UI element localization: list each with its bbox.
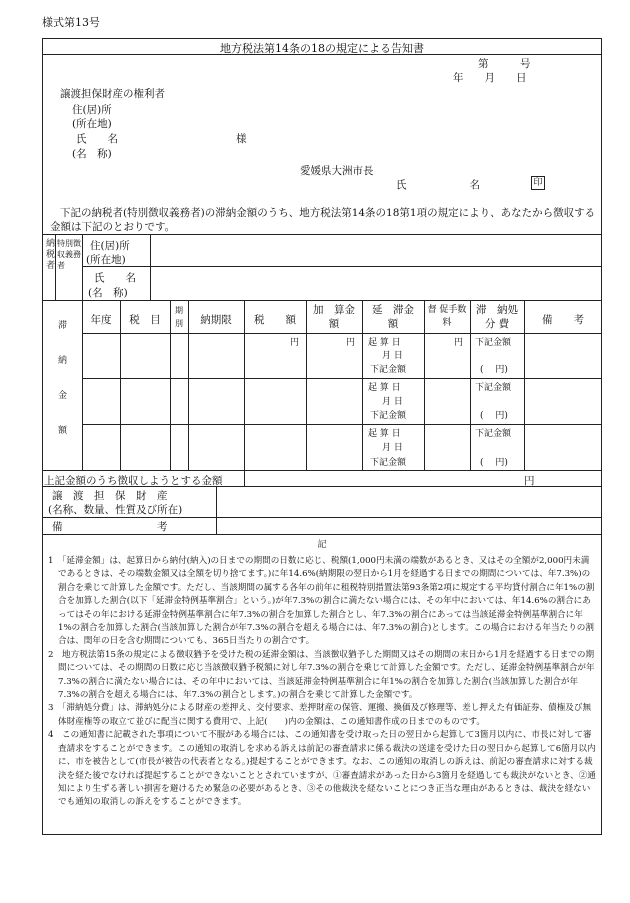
document-date: 年 月 日: [453, 72, 527, 84]
notes-section: [48, 555, 596, 810]
recipient-address-label: 住(居)所: [72, 104, 112, 116]
property-label: 譲 渡 担 保 財 産: [52, 490, 168, 502]
start-date-month-day: 月 日: [382, 351, 403, 361]
amount-below-label: 下記金額: [475, 338, 512, 348]
recipient-name-label: 氏 名: [76, 133, 118, 145]
amount-below-label: 下記金額: [370, 458, 407, 468]
property-label-detail: (名称、数量、性質及び所在): [48, 504, 183, 516]
col-fiscal-year: 年度: [90, 314, 112, 326]
start-date-month-day: 月 日: [382, 443, 403, 453]
start-date-label: 起 算 日: [368, 383, 401, 393]
col-remarks: 備 考: [542, 314, 584, 326]
disposition-yen: ( 円): [480, 458, 508, 468]
col-delinquency-charge: 延 滞金 額: [372, 304, 425, 330]
unit-yen: 円: [346, 338, 356, 348]
amount-below-label: 下記金額: [370, 365, 407, 375]
col-demand-fee: 督 促手数料: [427, 305, 467, 328]
unit-yen: 円: [290, 338, 300, 348]
form-number: 様式第13号: [42, 16, 100, 29]
document-number: 第 号: [478, 58, 531, 70]
recipient-honorific: 様: [236, 133, 247, 145]
start-date-label: 起 算 日: [368, 429, 401, 439]
start-date-label: 起 算 日: [368, 338, 401, 348]
col-period: 期別: [175, 306, 183, 328]
recipient-label: 譲渡担保財産の権利者: [60, 88, 165, 100]
col-disposition-cost: 滞 納処 分 費: [476, 304, 518, 330]
taxpayer-location-label: (所在地): [86, 254, 126, 266]
issuer-org: 愛媛県大洲市長: [300, 165, 374, 177]
collect-amount-unit: 円: [524, 475, 535, 487]
note-item: 3 「滞納処分費」は、滞納処分による財産の差押え、交付要求、差押財産の保管、運搬、換価及び修理等、差し押えた有価証券、債権及び無体財産権等の取立て並びに配当に関する費用で、上記( )内の金額は、この通知書作成の日までのものです。: [48, 703, 592, 727]
delinquency-side-label: 滞納金額: [56, 320, 66, 460]
taxpayer-address-label: 住(居)所: [90, 240, 130, 252]
note-item: 4 この通知書に記載された事項について不服がある場合には、この通知書を受け取った日の翌日から起算して3箇月以内に、市長に対して審査請求をすることができます。この通知の取消しを求める訴えは前記の審査請求に係る裁決の送達を受けた日の翌日から起算して6箇月以内に、市を被告として(市長が被告の代表者となる。)提起することができます。なお、この通知の取消しの訴えは、前記の審査請求に対する裁決を経た後でなければ提起することができないこととされていますが、①審査請求があった日から3箇月を経過しても裁決がないとき、②通知により生ずる著しい損害を避けるため緊急の必要があるとき、③その他裁決を経ないことにつき正当な理由があるときは、裁決を経ないでも通知の取消しの訴えをすることができます。: [48, 730, 596, 808]
amount-below-label: 下記金額: [475, 429, 512, 439]
col-additional-tax: 加 算金 額: [313, 304, 366, 330]
seal-mark: 印: [531, 176, 545, 190]
recipient-title-label: (名 称): [72, 148, 112, 160]
taxpayer-name-label: 氏 名: [94, 272, 136, 284]
remarks-label: 備 考: [52, 521, 168, 533]
recipient-location-label: (所在地): [72, 118, 112, 130]
intro-text: 下記の納税者(特別徴収義務者)の滞納金額のうち、地方税法第14条の18第1項の規定により、あなたから徴収する金額は下記のとおりです。: [50, 207, 596, 233]
ki-heading: 記: [317, 540, 327, 550]
disposition-yen: ( 円): [480, 365, 508, 375]
col-due-date: 納期限: [200, 314, 232, 326]
special-collector-label: 特別徴収義務者: [57, 239, 81, 270]
taxpayer-side-label: 納税者: [44, 238, 54, 271]
issuer-name-label: 氏 名: [396, 179, 480, 191]
collect-amount-label: 上記金額のうち徴収しようとする金額: [44, 475, 223, 487]
amount-below-label: 下記金額: [475, 383, 512, 393]
note-item: 2 地方税法第15条の規定による徴収猶予を受けた税の延滞金額は、当該徴収猶予した期間又はその期間の末日から1月を経過する日までの期間については、その期間の日数に応じ当該徴収猶予税額に対し年7.3%の割合を乗じて計算した金額です。ただし、延滞金特例基準割合が年7.3%の割合に満たない場合には、その年中においては、当該延滞金特例基準割合に年1%の割合を加算した割合(当該加算した割合が年7.3%の割合を超える場合には、年7.3%の割合とします。)の割合を乗じて計算した金額です。: [48, 649, 595, 701]
unit-yen: 円: [454, 338, 464, 348]
taxpayer-title-label: (名 称): [88, 287, 128, 299]
disposition-yen: ( 円): [480, 411, 508, 421]
note-item: 1 「延滞金額」は、起算日から納付(納入)の日までの期間の日数に応じ、税額(1,000円未満の端数があるとき、又はその全額が2,000円未満であるときは、その端数金額又は全額を切り捨てます。)に年14.6%(納期限の翌日から1月を経過する日までの期間については、年7.3%)の割合を乗じて計算した金額です。ただし、当該期間の属する各年の前年に租税特別措置法第93条第2項に規定する平均貸付割合に年1%の割合を加算した割合(以下「延滞金特例基準割合」という。)が年7.3%の割合に満たない場合には、その年中においては、年14.6%の割合にあってはその年における延滞金特例基準割合に年7.3%の割合を加算した割合とし、年7.3%の割合にあっては当該延滞金特例基準割合に年1%の割合を加算した割合(当該加算した割合が年7.3%の割合を超える場合には、年7.3%の割合)とします。この場合における年当たりの割合は、閏年の日を含む期間についても、365日当たりの割合です。: [48, 556, 595, 647]
col-tax-item: 税 目: [129, 314, 161, 326]
amount-below-label: 下記金額: [370, 411, 407, 421]
document-title: 地方税法第14条の18の規定による告知書: [220, 42, 424, 55]
start-date-month-day: 月 日: [382, 397, 403, 407]
col-tax-amount: 税 額: [254, 314, 296, 326]
